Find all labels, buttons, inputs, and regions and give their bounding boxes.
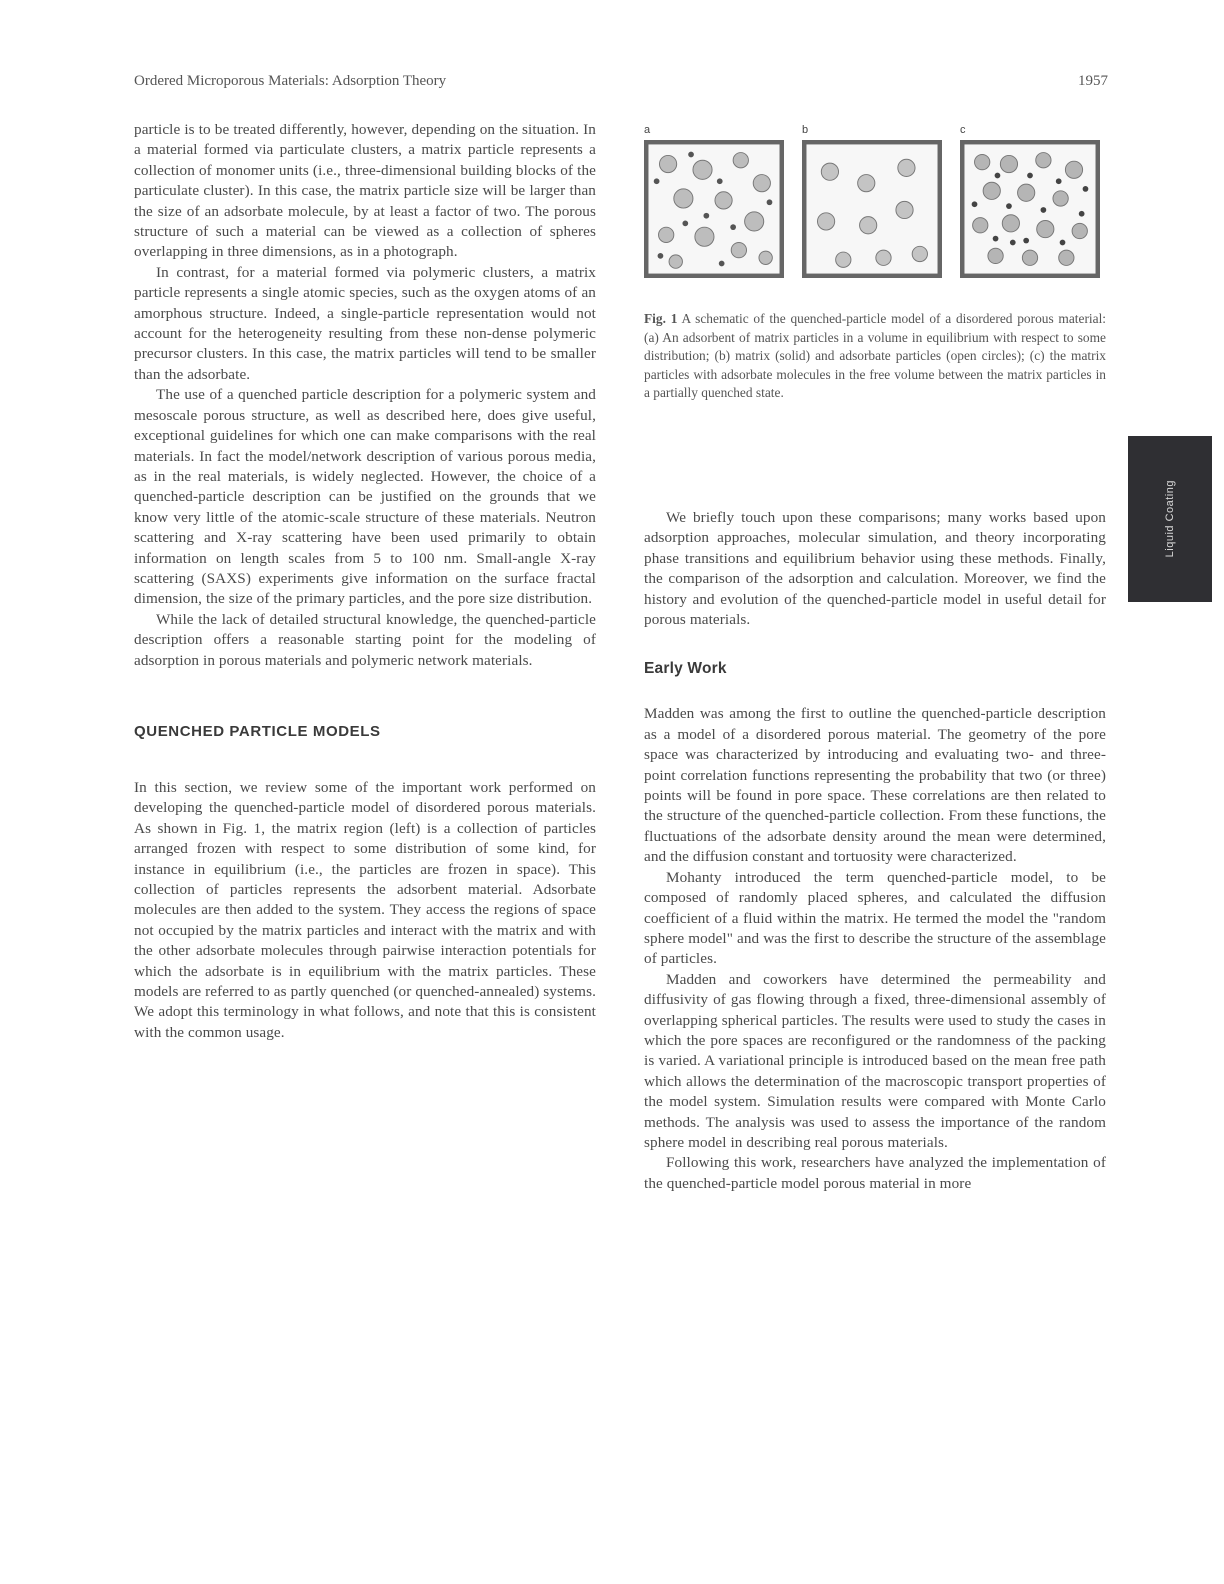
caption-text: A schematic of the quenched-particle model of a disordered porous material: (a) An adsorbent of matrix particles in a volume in equilibrium with respect to some distribution; (b) matrix (solid) and adsorbate particles (open circles); (c) the matrix particles with adsorbate molecules in the free volume between the matrix particles in a partially quenched state. bbox=[644, 311, 1107, 401]
body-paragraph: We briefly touch upon these comparisons; many works based upon adsorption approaches, molecular simulation, and theory incorporating phase transitions and equilibrium behavior using these methods. Finally, the comparison of the adsorption and calculation. Moreover, we find the history and evolution of the quenched-particle model in useful detail for porous materials. bbox=[644, 509, 1106, 629]
figure-panel-c bbox=[960, 124, 1106, 278]
section-heading: Early Work bbox=[644, 660, 727, 678]
body-paragraph: While the lack of detailed structural knowledge, the quenched-particle description offers a reasonable starting point for the modeling of adsorption in porous materials and polymeric network materials. bbox=[134, 610, 596, 669]
figure-panel-b bbox=[802, 124, 948, 278]
panel-label: b bbox=[802, 124, 809, 136]
body-paragraph: Madden and coworkers have determined the permeability and diffusivity of gas flowing through a fixed, three-dimensional assembly of overlapping spherical particles. The results were used to study the cases in which the pore spaces are reconfigured or the randomness of the packing is varied. A variational principle is introduced based on the mean free path which allows the determination of the macroscopic transport properties of the model system. Simulation results were compared with Monte Carlo methods. The analysis was used to assess the importance of the random sphere model in describing real porous materials. bbox=[644, 970, 1106, 1151]
right-column bbox=[644, 508, 1106, 1194]
figure-panels bbox=[644, 124, 1106, 278]
body-paragraph: In contrast, for a material formed via polymeric clusters, a matrix particle represents a single atomic species, such as the oxygen atoms of an amorphous structure. Indeed, a single-particle representation would not account for the heterogeneity resulting from these non-dense polymeric precursor clusters. In this case, the matrix particles will tend to be smaller than the adsorbate. bbox=[134, 263, 596, 383]
matrix-illustration bbox=[960, 140, 1100, 278]
figure-caption bbox=[644, 310, 1106, 403]
matrix-illustration bbox=[644, 140, 784, 278]
figure-1 bbox=[644, 124, 1106, 403]
left-column bbox=[134, 120, 596, 1043]
body-paragraph: Mohanty introduced the term quenched-particle model, to be composed of randomly placed spheres, and calculated the diffusion coefficient of a fluid within the matrix. He termed the model the "random sphere model" and was the first to describe the structure of the assemblage of particles. bbox=[644, 868, 1106, 968]
panel-label: a bbox=[644, 124, 651, 136]
running-head bbox=[134, 68, 1108, 94]
panel-label: c bbox=[960, 124, 966, 136]
thumb-tab-label: Liquid Coating bbox=[1164, 480, 1176, 558]
running-head-title: Ordered Microporous Materials: Adsorption Theory bbox=[134, 72, 447, 89]
matrix-illustration bbox=[802, 140, 942, 278]
caption-label: Fig. 1 bbox=[644, 311, 678, 326]
body-paragraph: Madden was among the first to outline the quenched-particle description as a model of a disordered porous material. The geometry of the pore space was characterized by introducing and evaluating two- and three-point correlation functions representing the probability that two (or three) points will be found in pore space. These correlations are then related to the structure of the quenched-particle collection. From these functions, the fluctuations of the adsorbate density around the mean were determined, and the diffusion constant and tortuosity were characterized. bbox=[644, 705, 1106, 866]
section-heading: QUENCHED PARTICLE MODELS bbox=[134, 722, 381, 740]
body-paragraph: In this section, we review some of the important work performed on developing the quenched-particle model of disordered porous materials. As shown in Fig. 1, the matrix region (left) is a collection of particles arranged frozen with respect to some distribution of some kind, for instance in equilibrium (i.e., the particles are frozen in space). This collection of particles represents the adsorbent material. Adsorbate molecules are then added to the system. They access the regions of space not occupied by the matrix particles and interact with the matrix and with the other adsorbate molecules through pairwise interaction potentials for which the adsorbate is in equilibrium with the matrix particles. These models are referred to as partly quenched (or quenched-annealed) systems. We adopt this terminology in what follows, and note that this is consistent with the common usage. bbox=[134, 778, 596, 1041]
page-number: 1957 bbox=[1078, 72, 1108, 89]
body-paragraph: Following this work, researchers have analyzed the implementation of the quenched-particle model porous material in more bbox=[644, 1154, 1106, 1192]
section-thumb-tab bbox=[1128, 436, 1212, 602]
figure-panel-a bbox=[644, 124, 790, 278]
body-paragraph: The use of a quenched particle description for a polymeric system and mesoscale porous structure, as well as described here, does give useful, exceptional guidelines for which one can make comparisons with the real materials. In fact the model/network description of various porous media, as in the real materials, is widely neglected. However, the choice of a quenched-particle description can be justified on the grounds that we know very little of the atomic-scale structure of these materials. Neutron scattering and X-ray scattering have been used primarily to obtain information on length scales from 5 to 100 nm. Small-angle X-ray scattering (SAXS) experiments give information on the surface fractal dimension, the size of the primary particles, and the pore size distribution. bbox=[134, 386, 596, 608]
body-paragraph: particle is to be treated differently, however, depending on the situation. In a material formed via particulate clusters, a matrix particle represents a collection of monomer units (i.e., three-dimensional building blocks of the particulate cluster). In this case, the matrix particle size will be larger than the size of an adsorbate molecule, by at least a factor of two. The porous structure of such a material can be viewed as a collection of spheres overlapping in three dimensions, as in a photograph. bbox=[134, 121, 596, 261]
